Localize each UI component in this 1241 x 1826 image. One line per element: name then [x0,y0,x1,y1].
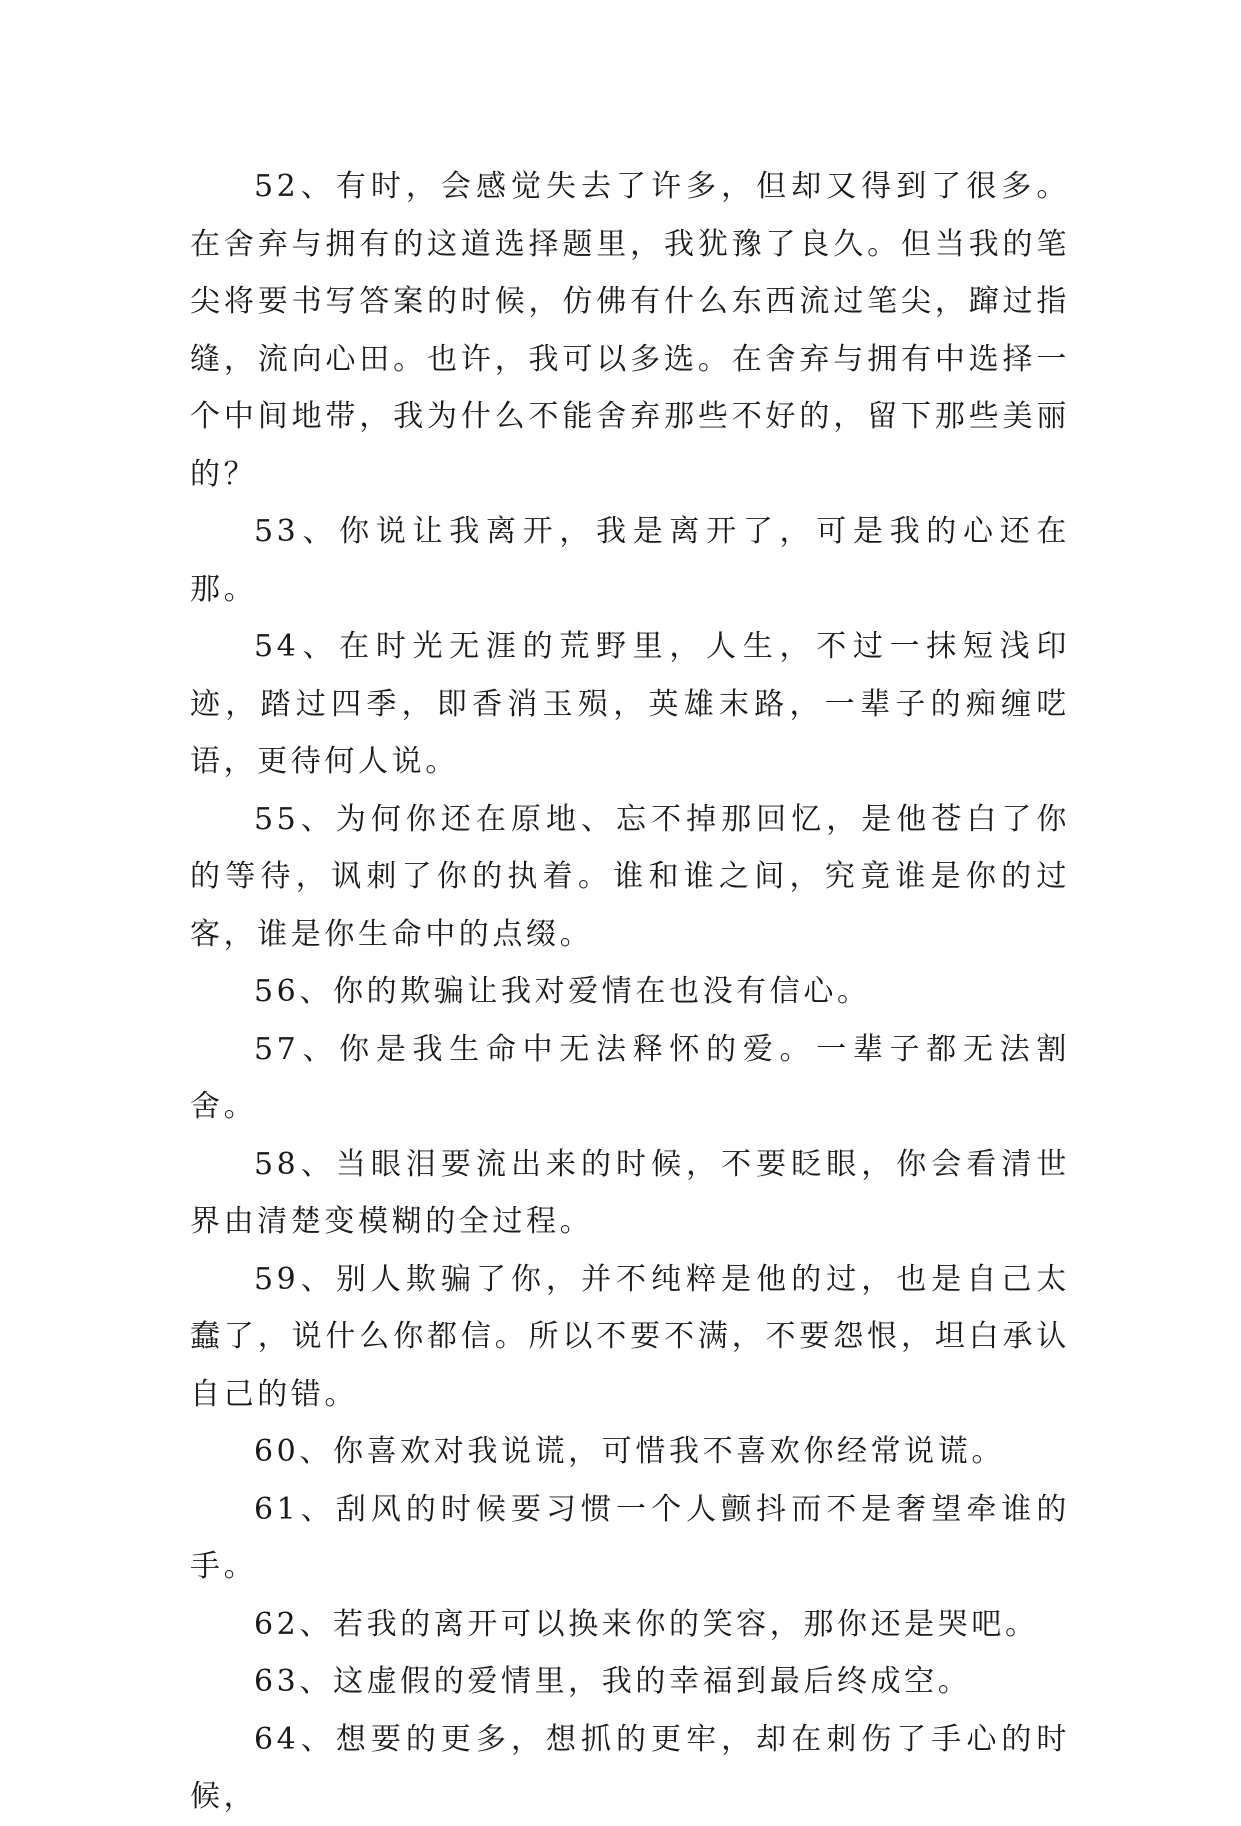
paragraph-63: 63、这虚假的爱情里，我的幸福到最后终成空。 [254,1664,972,1699]
paragraph-58: 58、当眼泪要流出来的时候，不要眨眼，你会看清世界由清楚变模糊的全过程。 [190,1146,1070,1239]
paragraph-54: 54、在时光无涯的荒野里，人生，不过一抹短浅印迹，踏过四季，即香消玉殒，英雄末路，一辈子的痴缠呓语，更待何人说。 [190,629,1070,779]
paragraph-56: 56、你的欺骗让我对爱情在也没有信心。 [254,974,871,1009]
paragraph-59: 59、别人欺骗了你，并不纯粹是他的过，也是自己太蠢了，说什么你都信。所以不要不满，不要怨恨，坦白承认自己的错。 [190,1261,1070,1412]
document-body [190,158,1070,1826]
paragraph-55: 55、为何你还在原地、忘不掉那回忆，是他苍白了你的等待，讽刺了你的执着。谁和谁之间，究竟谁是你的过客，谁是你生命中的点缀。 [190,801,1070,952]
paragraph-57: 57、你是我生命中无法释怀的爱。一辈子都无法割舍。 [190,1031,1070,1124]
paragraph-61: 61、刮风的时候要习惯一个人颤抖而不是奢望牵谁的手。 [190,1491,1070,1584]
paragraph-64: 64、想要的更多，想抓的更牢，却在刺伤了手心的时候， [190,1721,1070,1814]
paragraph-53: 53、你说让我离开，我是离开了，可是我的心还在那。 [190,514,1070,607]
paragraph-52: 52、有时，会感觉失去了许多，但却又得到了很多。在舍弃与拥有的这道选择题里，我犹豫了良久。但当我的笔尖将要书写答案的时候，仿佛有什么东西流过笔尖，蹿过指缝，流向心田。也许，我可以多选。在舍弃与拥有中选择一个中间地带，我为什么不能舍弃那些不好的，留下那些美丽的？ [190,169,1070,492]
paragraph-60: 60、你喜欢对我说谎，可惜我不喜欢你经常说谎。 [254,1434,1005,1469]
paragraph-62: 62、若我的离开可以换来你的笑容，那你还是哭吧。 [254,1606,1039,1642]
